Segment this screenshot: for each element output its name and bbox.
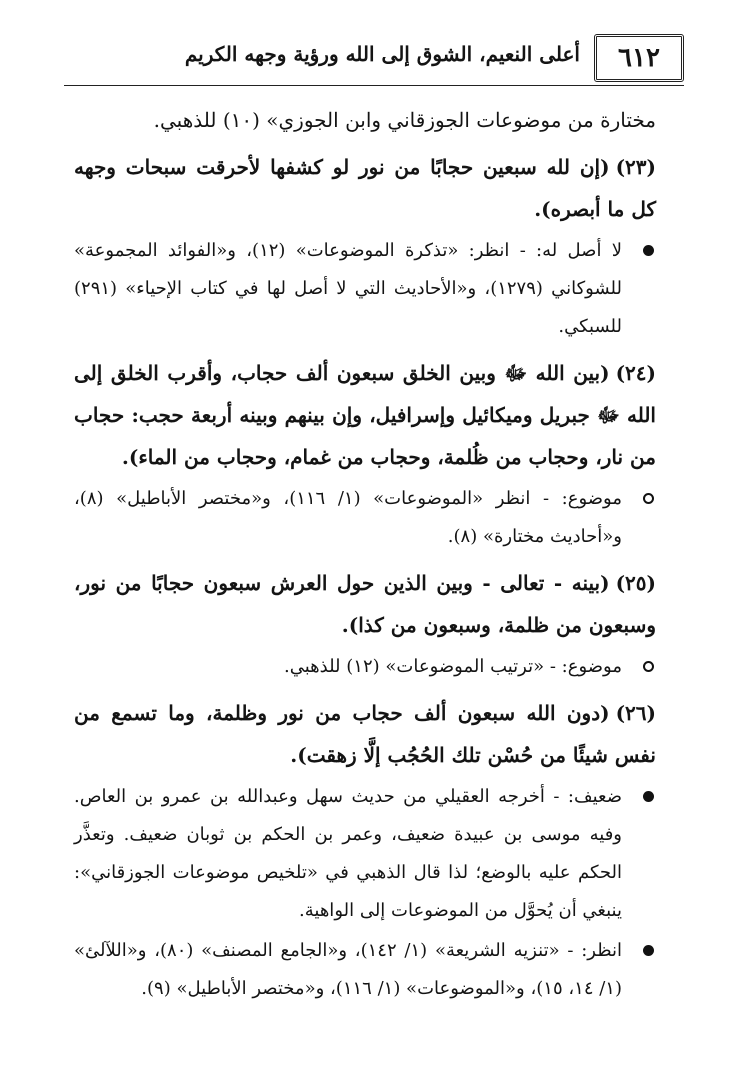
grading-note xyxy=(74,648,656,686)
running-title: أعلى النعيم، الشوق إلى الله ورؤية وجهه الكريم xyxy=(184,42,580,66)
hadith-entry-24 xyxy=(74,352,656,556)
continuation-line: مختارة من موضوعات الجوزقاني وابن الجوزي» (١٠) للذهبي. xyxy=(153,108,656,132)
hadith-entry-23 xyxy=(74,146,656,346)
grading-note xyxy=(74,232,656,346)
grading-note xyxy=(74,480,656,556)
note-text: انظر: - «تنزيه الشريعة» (١/ ١٤٢)، و«الجامع المصنف» (٨٠)، و«اللآلئ» (١/ ١٤، ١٥)، و«الموضوعات» (١/ ١١٦)، و«مختصر الأباطيل» (٩). xyxy=(74,940,622,999)
hadith-entry-26 xyxy=(74,692,656,1008)
hadith-entry-25 xyxy=(74,562,656,686)
page-body xyxy=(74,100,656,1008)
bullet-icon xyxy=(643,493,654,504)
hadith-text xyxy=(74,692,656,776)
bullet-icon xyxy=(643,945,654,956)
note-text: لا أصل له: - انظر: «تذكرة الموضوعات» (١٢)، و«الفوائد المجموعة» للشوكاني (١٢٧٩)، و«الأحاديث التي لا أصل لها في كتاب الإحياء» (٢٩١) للسبكي. xyxy=(74,240,623,337)
note-text: موضوع: - انظر «الموضوعات» (١/ ١١٦)، و«مختصر الأباطيل» (٨)، و«أحاديث مختارة» (٨). xyxy=(74,488,622,547)
bullet-icon xyxy=(643,245,654,256)
hadith-number: (٢٣) xyxy=(615,155,656,179)
hadith-text xyxy=(74,146,656,230)
hadith-body: (إن لله سبعين حجابًا من نور لو كشفها لأحرقت سبحات وجهه كل ما أبصره). xyxy=(74,155,656,221)
hadith-number: (٢٦) xyxy=(615,701,656,725)
hadith-body: (بينه - تعالى - وبين الذين حول العرش سبعون حجابًا من نور، وسبعون من ظلمة، وسبعون من كذا). xyxy=(74,571,656,637)
hadith-text xyxy=(74,562,656,646)
bullet-icon xyxy=(643,791,654,802)
hadith-number: (٢٥) xyxy=(615,571,656,595)
note-text: ضعيف: - أخرجه العقيلي من حديث سهل وعبدالله بن عمرو بن العاص. وفيه موسى بن عبيدة ضعيف، وعمر بن الحكم بن ثوبان ضعيف. وتعذَّر الحكم عليه بالوضع؛ لذا قال الذهبي في «تلخيص موضوعات الجوزقاني»: ينبغي أن يُحوَّل من الموضوعات إلى الواهية. xyxy=(74,786,622,921)
grading-note xyxy=(74,778,656,930)
hadith-text xyxy=(74,352,656,478)
page-header xyxy=(64,28,684,86)
hadith-body: (بين الله ﷻ وبين الخلق سبعون ألف حجاب، وأقرب الخلق إلى الله ﷻ جبريل وميكائيل وإسرافيل، وإن بينهم وبينه أربعة حجب: حجاب من نار، وحجاب من ظُلمة، وحجاب من غمام، وحجاب من الماء). xyxy=(74,361,656,469)
bullet-icon xyxy=(643,661,654,672)
references-note xyxy=(74,932,656,1008)
page-number: ٦١٢ xyxy=(594,34,684,82)
hadith-number: (٢٤) xyxy=(615,361,656,385)
note-text: موضوع: - «ترتيب الموضوعات» (١٢) للذهبي. xyxy=(284,656,622,677)
hadith-body: (دون الله سبعون ألف حجاب من نور وظلمة، وما تسمع من نفس شيئًا من حُسْن تلك الحُجُب إلَّا زهقت). xyxy=(74,701,656,767)
header-rule xyxy=(64,85,684,86)
